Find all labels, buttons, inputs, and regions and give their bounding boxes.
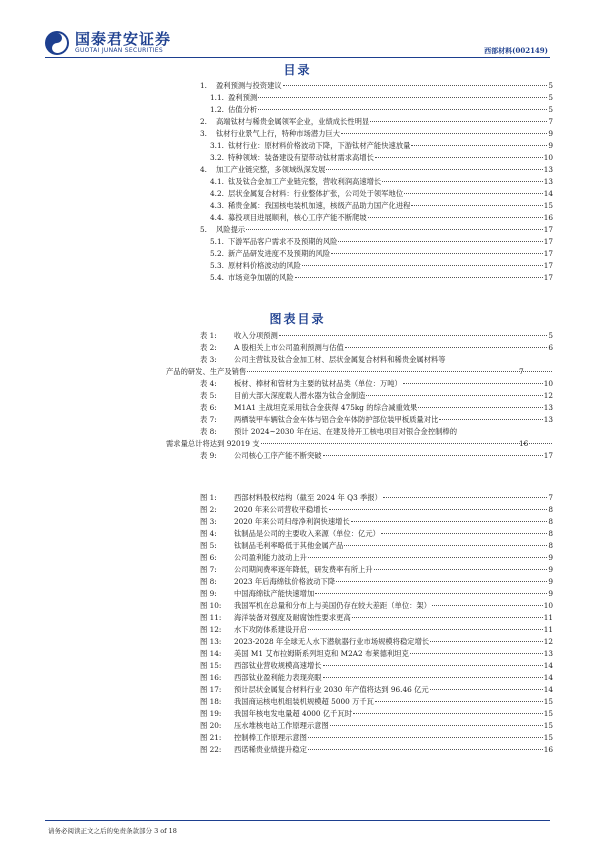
toc-entry-title: 钛及钛合金加工产业链完整，营收利润高速增长	[228, 177, 382, 186]
toc-entry[interactable]	[200, 128, 553, 140]
table-entry-title: 预计 2024~2030 年在运、在建及待开工核电项目对银合金控制棒的	[234, 427, 458, 436]
toc-entry-page: 5	[548, 93, 553, 102]
figure-entry-title: 中国海绵钛产能快速增加	[234, 589, 315, 598]
table-entry-title: 公司主营钛及钛合金加工材、层状金属复合材料和稀贵金属材料等	[234, 355, 446, 364]
table-entry-page: 13	[543, 403, 553, 412]
toc-entry[interactable]	[200, 140, 553, 152]
figure-entry-title: 公司盈利能力波动上升	[234, 553, 307, 562]
toc-entry-number: 5.1.	[210, 237, 224, 246]
logo-text-en: GUOTAI JUNAN SECURITIES	[75, 47, 163, 54]
table-entry-number: 表 7:	[200, 415, 217, 424]
table-entry-page: 13	[543, 415, 553, 424]
toc-entry-title: 下游军品客户需求不及预期的风险	[228, 237, 338, 246]
table-entry[interactable]: 表 3: 公司主营钛及钛合金加工材、层状金属复合材料和稀贵金属材料等 产品的研发、生产及销售 7	[200, 354, 553, 378]
figure-entry[interactable]	[200, 672, 553, 684]
figure-entry[interactable]	[200, 612, 553, 624]
toc-entry-title: 钛材行业景气上行，特种市场潜力巨大	[216, 129, 341, 138]
figure-entry-number: 图 12:	[200, 625, 222, 634]
company-logo	[44, 30, 171, 56]
figure-entry-page: 11	[543, 625, 553, 634]
dot-leader	[331, 252, 543, 254]
figure-entry-page: 15	[543, 697, 553, 706]
dot-leader	[295, 276, 543, 278]
figure-entry-title: 美国 M1 艾布拉姆斯系列坦克和 M2A2 布莱德利坦克	[234, 649, 409, 658]
figure-entry-page: 9	[548, 553, 553, 562]
footer-divider	[45, 820, 550, 821]
toc-entry-number: 5.	[200, 225, 207, 234]
figures-title: 图表目录	[269, 312, 326, 326]
dot-leader	[370, 120, 547, 122]
dot-leader	[308, 736, 543, 738]
table-entry[interactable]	[200, 414, 553, 426]
dot-leader	[382, 180, 542, 182]
figure-entry[interactable]	[200, 576, 553, 588]
toc-entry-page: 9	[548, 129, 553, 138]
table-entry-number: 表 5:	[200, 391, 217, 400]
dot-leader	[403, 382, 543, 384]
dot-leader	[383, 496, 547, 498]
figure-entry-number: 图 9:	[200, 589, 217, 598]
figure-entry[interactable]	[200, 504, 553, 516]
figure-entry[interactable]	[200, 720, 553, 732]
table-entry[interactable]	[200, 378, 553, 390]
figure-entry-title: 2020 年来公司营收平稳增长	[234, 505, 328, 514]
figure-entry-title: 西部材料股权结构（截至 2024 年 Q3 季报）	[234, 493, 382, 502]
toc-entry-title: 市场竞争加剧的风险	[228, 273, 294, 282]
toc-entry-page: 17	[543, 249, 553, 258]
figure-entry-title: 西部钛业盈利能力表现亮眼	[234, 673, 322, 682]
toc-entry[interactable]	[200, 260, 553, 272]
dot-leader	[418, 406, 542, 408]
figure-entry-number: 图 21:	[200, 733, 222, 742]
figure-entry-title: 钛制品是公司的主要收入来源（单位：亿元）	[234, 529, 380, 538]
toc-entry-title: 原材料价格波动的风险	[228, 261, 301, 270]
dot-leader	[323, 676, 543, 678]
dot-leader	[430, 640, 543, 642]
toc-entry[interactable]	[200, 224, 553, 236]
dot-leader	[315, 592, 547, 594]
figure-entry-page: 15	[543, 733, 553, 742]
dot-leader	[338, 240, 542, 242]
dot-leader	[247, 370, 552, 372]
figure-entry-number: 图 10:	[200, 601, 222, 610]
figure-entry[interactable]	[200, 516, 553, 528]
dot-leader	[375, 700, 543, 702]
figure-entry-page: 15	[543, 721, 553, 730]
figure-entry[interactable]	[200, 624, 553, 636]
figure-entry-title: 我国年核电发电量超 4000 亿千瓦时	[234, 709, 353, 718]
toc-entry[interactable]	[200, 164, 553, 176]
toc-entry-number: 1.2.	[210, 105, 224, 114]
toc-entry[interactable]	[200, 92, 553, 104]
figure-entry[interactable]	[200, 552, 553, 564]
figure-entry[interactable]	[200, 732, 553, 744]
toc-entry-title: 层状金属复合材料：行业整体扩张，公司处于领军地位	[228, 189, 404, 198]
figure-entry-page: 8	[548, 517, 553, 526]
toc-entry-number: 5.2.	[210, 249, 224, 258]
figure-entry-page: 14	[543, 661, 553, 670]
figure-entry-page: 11	[543, 613, 553, 622]
figure-entry-number: 图 19:	[200, 709, 222, 718]
table-entry-page: 17	[543, 451, 553, 460]
dot-leader	[326, 168, 542, 170]
dot-leader	[308, 628, 543, 630]
toc-entry-title: 钛材行业：原材料价格波动下降，下游钛材产能快速放量	[228, 141, 411, 150]
footer-disclaimer: 请务必阅读正文之后的免责条款部分 3 of 18	[48, 827, 177, 835]
figure-entry-page: 15	[543, 709, 553, 718]
figure-entry-page: 9	[548, 577, 553, 586]
table-entry-title-cont: 需求量总计将达到 92019 支	[166, 439, 260, 448]
toc-entry-number: 3.1.	[210, 141, 224, 150]
dot-leader	[410, 652, 543, 654]
figure-entry-number: 图 1:	[200, 493, 217, 502]
figure-entry-title: 我国商运核电机组装机规模超 5000 万千瓦	[234, 697, 374, 706]
stock-label: 西部材料(002149)	[484, 46, 548, 55]
figure-entry-number: 图 4:	[200, 529, 217, 538]
figure-entry-number: 图 2:	[200, 505, 217, 514]
toc-entry-number: 2.	[200, 117, 207, 126]
toc-entry-page: 5	[548, 105, 553, 114]
table-entry-number: 表 9:	[200, 451, 217, 460]
dot-leader	[430, 688, 543, 690]
toc-entry-page: 7	[548, 117, 553, 126]
toc-entry[interactable]	[200, 272, 553, 284]
dot-leader	[302, 264, 543, 266]
figure-entry-page: 7	[548, 493, 553, 502]
toc-entry-page: 15	[543, 201, 553, 210]
dot-leader	[308, 748, 543, 750]
figure-entry-number: 图 11:	[200, 613, 222, 622]
dot-leader	[279, 334, 548, 336]
toc-entry-page: 17	[543, 237, 553, 246]
table-entry-title: 收入分项预测	[234, 331, 278, 340]
dot-leader	[344, 544, 547, 546]
figure-entry-title: 水下攻防体系建设开启	[234, 625, 307, 634]
table-entry-title: 板材、棒材和管材为主要的钛材品类（单位：万吨）	[234, 379, 402, 388]
tables-list	[166, 330, 553, 462]
toc-entry-title: 特种领域：装备建设有望带动钛材需求高增长	[228, 153, 374, 162]
dot-leader	[283, 84, 548, 86]
figure-entry-title: 控制棒工作原理示意图	[234, 733, 307, 742]
figure-entry-number: 图 6:	[200, 553, 217, 562]
figure-entry-page: 8	[548, 529, 553, 538]
table-entry[interactable]	[200, 342, 553, 354]
dot-leader	[323, 664, 543, 666]
figure-entry-page: 10	[543, 601, 553, 610]
table-entry-title: 两栖装甲车辆钛合金车体与铝合金车体防护部位装甲板质量对比	[234, 415, 439, 424]
table-entry[interactable]	[200, 402, 553, 414]
figure-entry-number: 图 7:	[200, 565, 217, 574]
figure-entry[interactable]	[200, 564, 553, 576]
dot-leader	[374, 568, 548, 570]
toc-entry-page: 16	[543, 213, 553, 222]
toc-entry-title: 高端钛材与稀贵金属领军企业，业绩成长性明显	[216, 117, 370, 126]
figure-entry-number: 图 18:	[200, 697, 222, 706]
toc-entry[interactable]	[200, 104, 553, 116]
dot-leader	[258, 108, 547, 110]
table-entry-title: A 股相关上市公司盈利预测与估值	[234, 343, 344, 352]
table-entry[interactable]	[200, 330, 553, 342]
toc-entry-title: 盈利预测	[228, 93, 258, 102]
dot-leader	[366, 394, 542, 396]
table-entry[interactable]: 表 8: 预计 2024~2030 年在运、在建及待开工核电项目对银合金控制棒的 需求量总计将达到 92019 支 16	[200, 426, 553, 450]
dot-leader	[308, 556, 547, 558]
figure-entry[interactable]	[200, 540, 553, 552]
dot-leader	[341, 132, 547, 134]
figure-entry-title: 2023-2028 年全球无人水下潜航器行业市场规模将稳定增长	[234, 637, 430, 646]
figure-entry-page: 14	[543, 685, 553, 694]
toc-entry[interactable]	[200, 236, 553, 248]
charts-list	[200, 492, 553, 756]
table-entry-number: 表 8:	[200, 427, 217, 436]
toc-entry[interactable]	[200, 212, 553, 224]
figure-entry-page: 8	[548, 505, 553, 514]
figure-entry-title: 我国军机在总量和分布上与美国仍存在较大差距（单位：架）	[234, 601, 432, 610]
logo-text-cn: 国泰君安证券	[75, 30, 172, 48]
figure-entry-title: 压水堆核电站工作原理示意图	[234, 721, 329, 730]
toc-entry-title: 风险提示	[216, 225, 246, 234]
table-entry-number: 表 4:	[200, 379, 217, 388]
toc-entry-number: 4.4.	[210, 213, 224, 222]
figure-entry-number: 图 13:	[200, 637, 222, 646]
dot-leader	[439, 418, 542, 420]
toc-entry[interactable]	[200, 200, 553, 212]
figure-entry[interactable]	[200, 648, 553, 660]
dot-leader	[351, 520, 548, 522]
toc-entry-page: 13	[543, 177, 553, 186]
dot-leader	[246, 228, 543, 230]
figure-entry-title: 西部钛业营收规模高速增长	[234, 661, 322, 670]
dot-leader	[323, 454, 543, 456]
toc-entry-number: 5.3.	[210, 261, 224, 270]
figure-entry-number: 图 20:	[200, 721, 222, 730]
figure-entry-page: 13	[543, 649, 553, 658]
figure-entry-page: 16	[543, 745, 553, 754]
figure-entry[interactable]	[200, 744, 553, 756]
toc-entry-page: 17	[543, 261, 553, 270]
toc-entry-page: 10	[543, 153, 553, 162]
dot-leader	[411, 144, 547, 146]
toc-entry-number: 3.	[200, 129, 207, 138]
figure-entry[interactable]	[200, 528, 553, 540]
dot-leader	[375, 156, 543, 158]
figure-entry-page: 12	[543, 637, 553, 646]
toc-entry-page: 9	[548, 141, 553, 150]
toc-list	[200, 80, 553, 284]
table-entry-page: 5	[548, 331, 553, 340]
dot-leader	[353, 712, 543, 714]
toc-entry[interactable]	[200, 152, 553, 164]
toc-entry-title: 稀贵金属：我国核电装机加速，核级产品助力国产化进程	[228, 201, 411, 210]
table-entry-number: 表 1:	[200, 331, 217, 340]
table-entry-title: 目前大部大深度载人潜水器为钛合金制造	[234, 391, 366, 400]
toc-entry-page: 17	[543, 225, 553, 234]
figure-entry[interactable]	[200, 600, 553, 612]
table-entry-number: 表 3:	[200, 355, 217, 364]
figure-entry-number: 图 5:	[200, 541, 217, 550]
dot-leader	[336, 580, 547, 582]
toc-entry-number: 1.	[200, 81, 207, 90]
figure-entry-page: 8	[548, 541, 553, 550]
figure-entry[interactable]	[200, 660, 553, 672]
table-entry-page: 10	[543, 379, 553, 388]
figure-entry-number: 图 8:	[200, 577, 217, 586]
dot-leader	[432, 604, 543, 606]
dot-leader	[258, 96, 547, 98]
toc-entry[interactable]	[200, 188, 553, 200]
figure-entry[interactable]	[200, 696, 553, 708]
toc-entry-number: 5.4.	[210, 273, 224, 282]
figure-entry-page: 14	[543, 673, 553, 682]
dot-leader	[411, 204, 542, 206]
toc-entry[interactable]	[200, 248, 553, 260]
toc-entry-title: 盈利预测与投资建议	[216, 81, 282, 90]
figure-entry[interactable]	[200, 636, 553, 648]
toc-entry-title: 新产品研发进度不及预期的风险	[228, 249, 331, 258]
figure-entry[interactable]	[200, 684, 553, 696]
figure-entry-number: 图 15:	[200, 661, 222, 670]
toc-entry-number: 3.2.	[210, 153, 224, 162]
table-entry[interactable]	[200, 390, 553, 402]
figure-entry-page: 9	[548, 589, 553, 598]
header-divider	[45, 57, 550, 58]
toc-entry-page: 5	[548, 81, 553, 90]
toc-entry-title: 估值分析	[228, 105, 258, 114]
toc-entry-title: 加工产业链完整，多领域纵深发展	[216, 165, 326, 174]
dot-leader	[329, 508, 547, 510]
dot-leader	[352, 616, 543, 618]
figure-entry-number: 图 22:	[200, 745, 222, 754]
figure-entry-title: 钛制品毛利率略低于其他金属产品	[234, 541, 344, 550]
toc-entry[interactable]	[200, 80, 553, 92]
table-entry[interactable]	[200, 450, 553, 462]
toc-entry-number: 1.1.	[210, 93, 224, 102]
figure-entry[interactable]	[200, 492, 553, 504]
toc-entry-page: 13	[543, 165, 553, 174]
toc-entry-number: 4.	[200, 165, 207, 174]
figure-entry-title: 2023 年后海绵钛价格波动下降	[234, 577, 336, 586]
toc-entry[interactable]	[200, 176, 553, 188]
figure-entry-title: 海洋装备对强度及耐腐蚀性要求更高	[234, 613, 351, 622]
toc-title: 目录	[283, 63, 312, 77]
toc-entry[interactable]	[200, 116, 553, 128]
table-entry-title: M1A1 主战坦克采用钛合金获得 475kg 的综合减重效果	[234, 403, 418, 412]
figure-entry[interactable]	[200, 708, 553, 720]
toc-entry-number: 4.1.	[210, 177, 224, 186]
toc-entry-page: 14	[543, 189, 553, 198]
toc-entry-number: 4.2.	[210, 189, 224, 198]
table-entry-number: 表 6:	[200, 403, 217, 412]
toc-entry-number: 4.3.	[210, 201, 224, 210]
logo-icon	[44, 30, 70, 56]
figure-entry-number: 图 17:	[200, 685, 222, 694]
toc-entry-page: 17	[543, 273, 553, 282]
dot-leader	[261, 442, 552, 444]
table-entry-title: 公司核心工序产能不断突破	[234, 451, 322, 460]
table-entry-page: 12	[543, 391, 553, 400]
table-entry-title-cont: 产品的研发、生产及销售	[166, 367, 247, 376]
table-entry-number: 表 2:	[200, 343, 217, 352]
figure-entry-number: 图 3:	[200, 517, 217, 526]
figure-entry-number: 图 16:	[200, 673, 222, 682]
figure-entry[interactable]	[200, 588, 553, 600]
figure-entry-page: 9	[548, 565, 553, 574]
dot-leader	[330, 724, 543, 726]
dot-leader	[404, 192, 543, 194]
figure-entry-title: 2020 年来公司归母净利润快速增长	[234, 517, 350, 526]
dot-leader	[368, 216, 543, 218]
figure-entry-number: 图 14:	[200, 649, 222, 658]
table-entry-page: 6	[548, 343, 553, 352]
page-header	[0, 0, 595, 56]
toc-entry-title: 募投项目进展顺利，核心工序产能不断爬坡	[228, 213, 367, 222]
figure-entry-title: 公司期间费率逐年降低，研发费率有所上升	[234, 565, 373, 574]
figure-entry-title: 西诺稀贵业绩提升稳定	[234, 745, 307, 754]
dot-leader	[381, 532, 547, 534]
figure-entry-title: 预计层状金属复合材料行业 2030 年产值将达到 96.46 亿元	[234, 685, 429, 694]
dot-leader	[345, 346, 548, 348]
